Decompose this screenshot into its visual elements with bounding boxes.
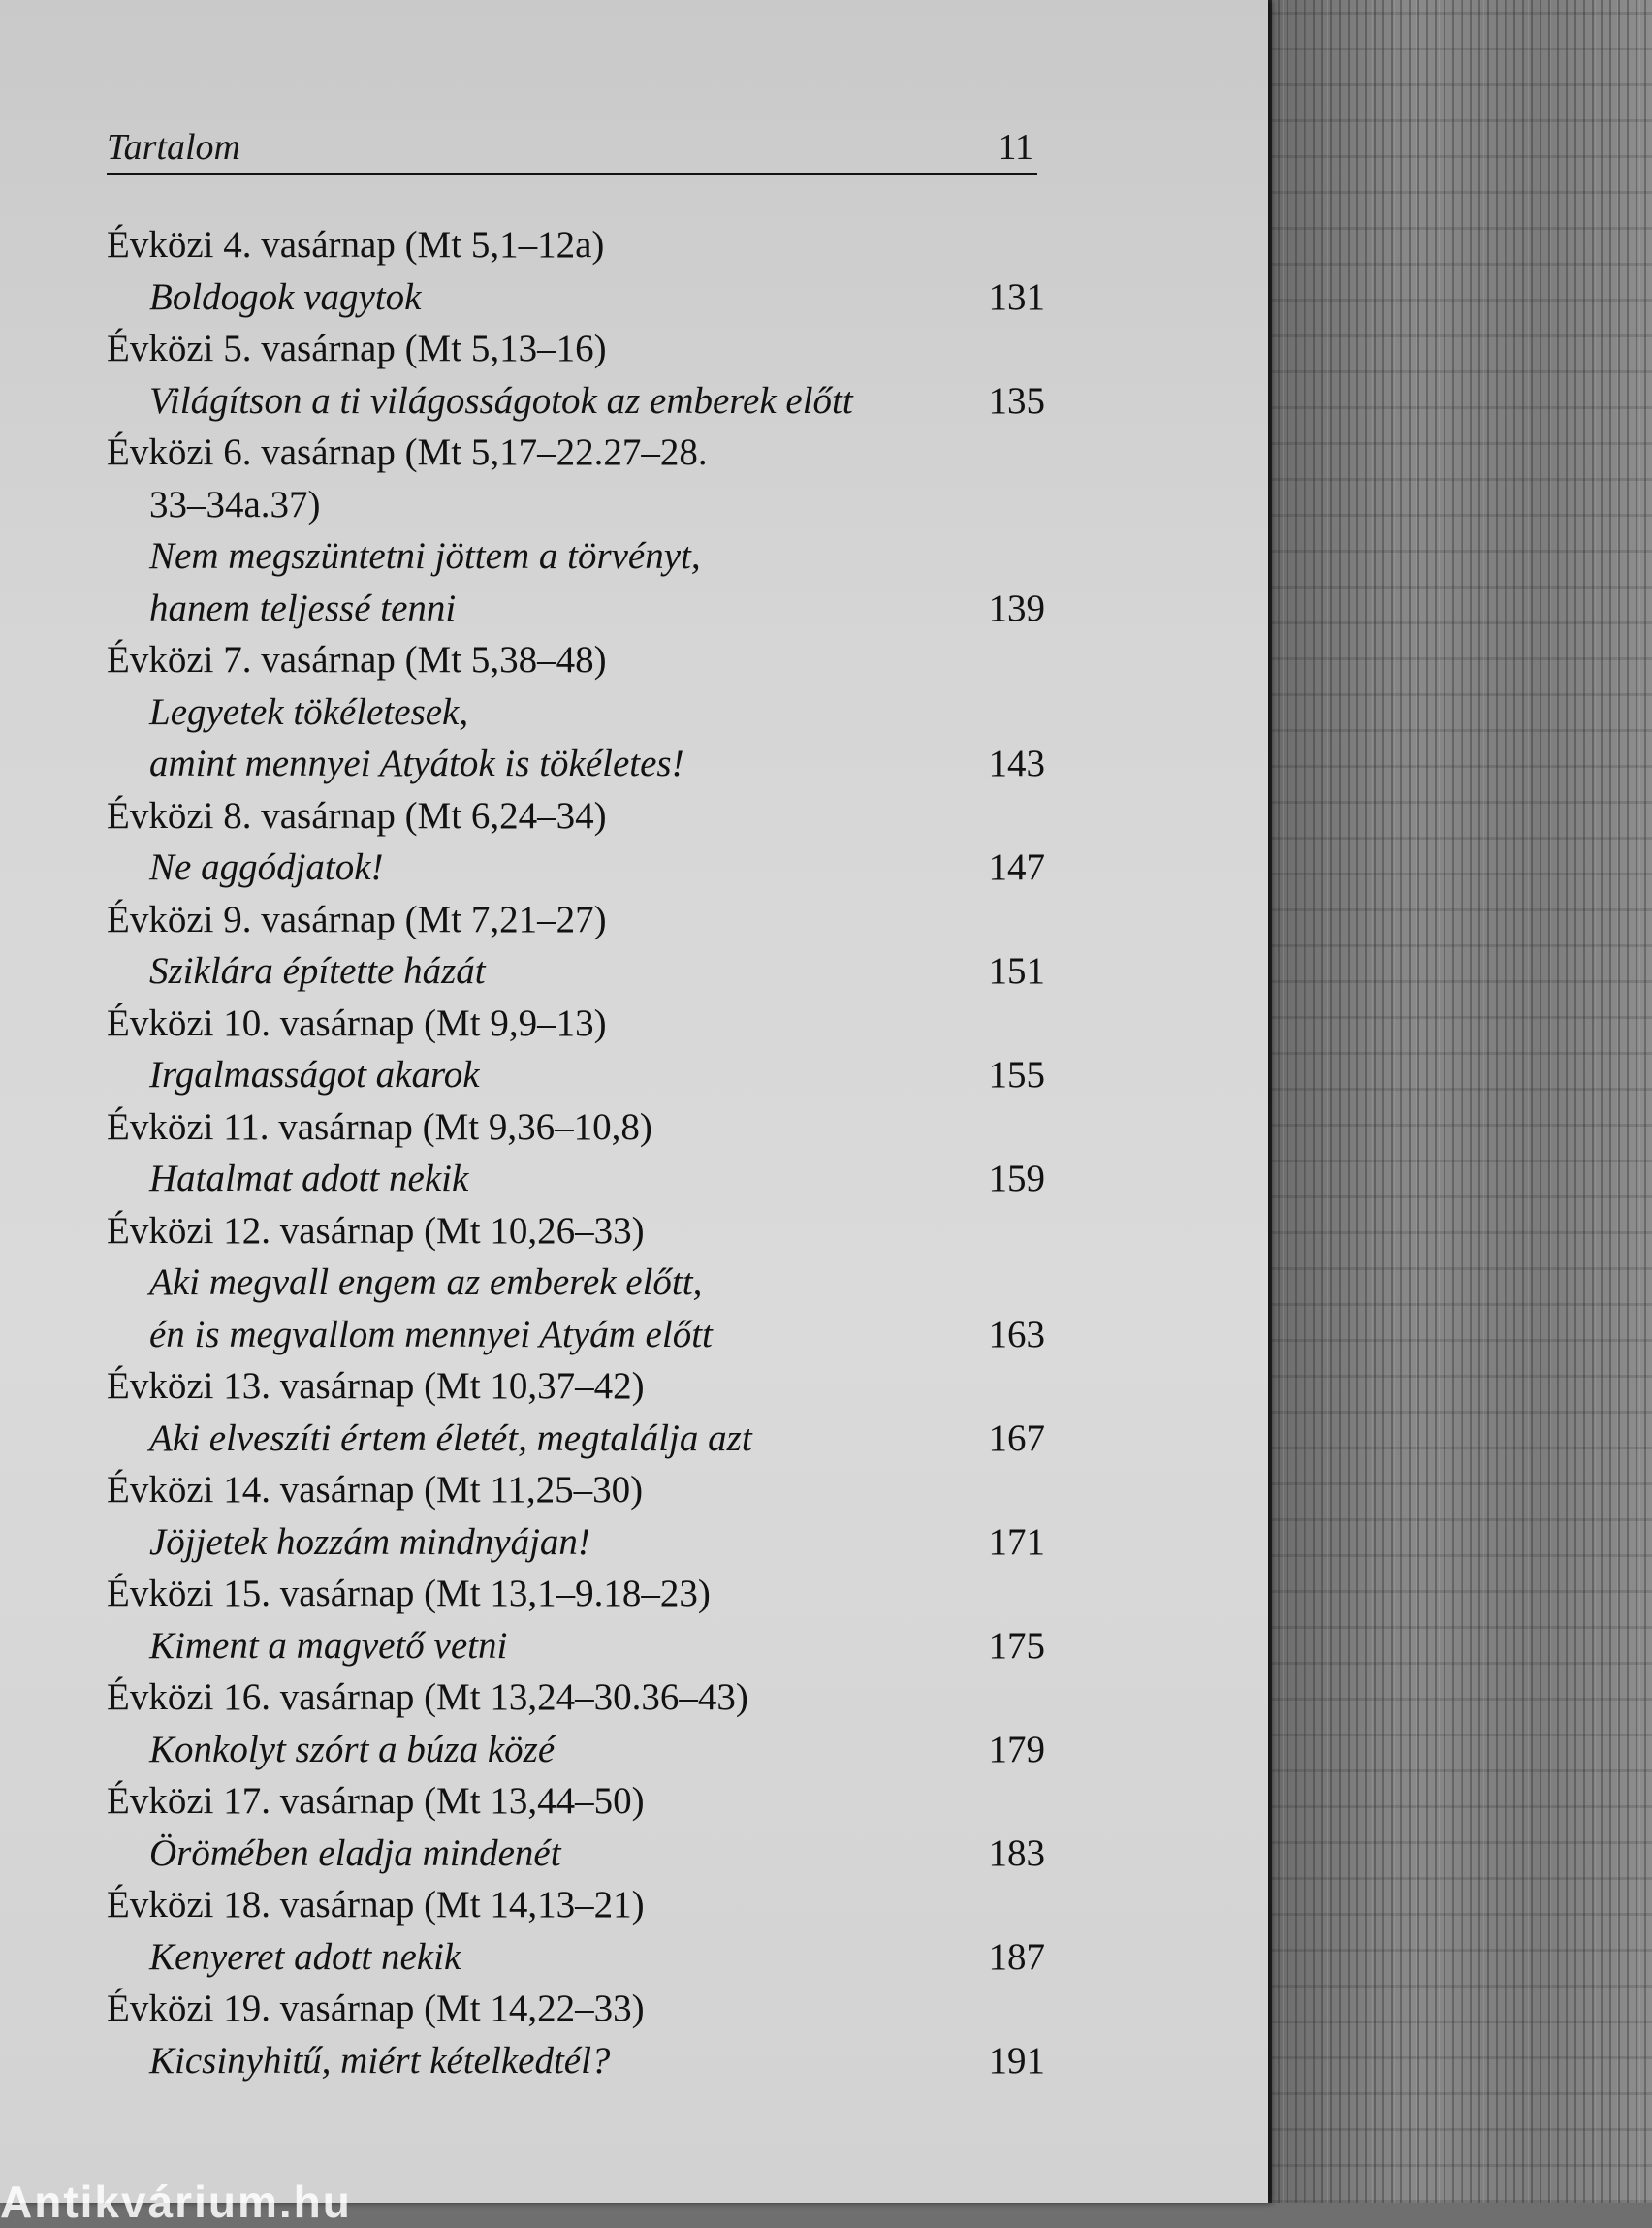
toc-entry-subtitle [107,2035,1045,2087]
toc-entry-subtitle [107,583,1045,635]
toc-page-number: 131 [988,275,1045,318]
toc-entry-title: Évközi 14. vasárnap (Mt 11,25–30) [107,1469,644,1511]
toc-entry-title: Évközi 11. vasárnap (Mt 9,36–10,8) [107,1105,652,1148]
toc-entry-subtitle [107,375,1045,428]
toc-page-number: 163 [988,1313,1045,1355]
toc-subtitle-text: Ne aggódjatok! [149,846,384,888]
toc-subtitle-text: Aki megvall engem az emberek előtt, [149,1261,703,1303]
toc-entry-title: Évközi 17. vasárnap (Mt 13,44–50) [107,1780,645,1822]
toc-entry-subtitle [107,738,1045,790]
toc-subtitle-text: Kiment a magvető vetni [149,1624,508,1667]
toc-entry-subtitle [107,1257,1045,1309]
table-of-contents [107,219,1045,2086]
toc-subtitle-text: Örömében eladja mindenét [149,1831,561,1874]
toc-page-number: 147 [988,846,1045,888]
toc-subtitle-text: Irgalmasságot akarok [149,1054,480,1096]
toc-entry-subtitle [107,686,1045,739]
toc-entry-subtitle [107,1724,1045,1776]
toc-entry-subtitle [107,1309,1045,1361]
toc-page-number: 143 [988,743,1045,784]
toc-page-number: 183 [988,1831,1045,1874]
toc-subtitle-text: Konkolyt szórt a búza közé [149,1728,556,1770]
toc-subtitle-text: amint mennyei Atyátok is tökéletes! [149,743,684,784]
toc-entry-title: Évközi 15. vasárnap (Mt 13,1–9.18–23) [107,1573,711,1614]
toc-entry-subtitle [107,271,1045,324]
toc-page-number: 175 [988,1624,1045,1667]
toc-subtitle-text: Legyetek tökéletesek, [149,690,469,733]
header-page-number: 11 [998,127,1033,168]
toc-page-number: 155 [988,1054,1045,1096]
toc-entry-subtitle [107,1153,1045,1205]
toc-page-number: 191 [988,2039,1045,2082]
toc-entry-title: Évközi 19. vasárnap (Mt 14,22–33) [107,1988,645,2029]
watermark-logo: Antikvárium.hu [0,2177,352,2227]
toc-page-number: 179 [988,1728,1045,1770]
toc-entry-title-continued: 33–34a.37) [149,483,321,525]
toc-entry-subtitle [107,1828,1045,1880]
toc-entry-title: Évközi 5. vasárnap (Mt 5,13–16) [107,328,607,369]
toc-entry-subtitle [107,842,1045,894]
toc-subtitle-text: Kenyeret adott nekik [149,1935,461,1978]
toc-subtitle-text: hanem teljessé tenni [149,587,457,629]
toc-subtitle-text: Sziklára építette házát [149,950,486,992]
toc-entry-subtitle [107,1413,1045,1465]
toc-entry-subtitle [107,1931,1045,1984]
toc-entry-title: Évközi 12. vasárnap (Mt 10,26–33) [107,1209,645,1252]
toc-subtitle-text: Aki elveszíti értem életét, megtalálja azt [149,1416,752,1459]
toc-subtitle-text: Nem megszüntetni jöttem a törvényt, [149,535,701,577]
toc-entry-subtitle [107,945,1045,998]
toc-page-number: 151 [988,950,1045,992]
toc-entry-title: Évközi 13. vasárnap (Mt 10,37–42) [107,1365,645,1407]
toc-entry-title: Évközi 10. vasárnap (Mt 9,9–13) [107,1002,607,1044]
toc-page-number: 159 [988,1158,1045,1199]
toc-entry-title: Évközi 7. vasárnap (Mt 5,38–48) [107,639,607,681]
toc-subtitle-text: Kicsinyhitű, miért kételkedtél? [149,2039,611,2082]
toc-page-number: 171 [988,1520,1045,1563]
toc-entry-title: Évközi 18. vasárnap (Mt 14,13–21) [107,1884,645,1926]
toc-page-number: 139 [988,587,1045,629]
toc-page-number: 187 [988,1935,1045,1978]
toc-entry-subtitle [107,1620,1045,1672]
toc-subtitle-text: Hatalmat adott nekik [149,1158,469,1199]
toc-entry-title: Évközi 16. vasárnap (Mt 13,24–30.36–43) [107,1676,748,1718]
toc-entry-title: Évközi 9. vasárnap (Mt 7,21–27) [107,898,607,940]
toc-page-number: 135 [988,379,1045,422]
toc-entry-title: Évközi 6. vasárnap (Mt 5,17–22.27–28. [107,431,708,473]
toc-entry-subtitle [107,1049,1045,1101]
toc-page-number: 167 [988,1416,1045,1459]
toc-entry-subtitle [107,1516,1045,1569]
wooden-table-background [1260,0,1652,2203]
toc-entry-subtitle [107,530,1045,583]
running-header [107,116,1037,175]
toc-subtitle-text: Boldogok vagytok [149,275,422,318]
toc-subtitle-text: Világítson a ti világosságotok az emberek előtt [149,379,853,422]
toc-subtitle-text: én is megvallom mennyei Atyám előtt [149,1313,713,1355]
header-title: Tartalom [107,127,240,168]
toc-subtitle-text: Jöjjetek hozzám mindnyájan! [149,1520,590,1563]
toc-entry-title: Évközi 4. vasárnap (Mt 5,1–12a) [107,224,605,266]
toc-entry-title: Évközi 8. vasárnap (Mt 6,24–34) [107,794,607,837]
